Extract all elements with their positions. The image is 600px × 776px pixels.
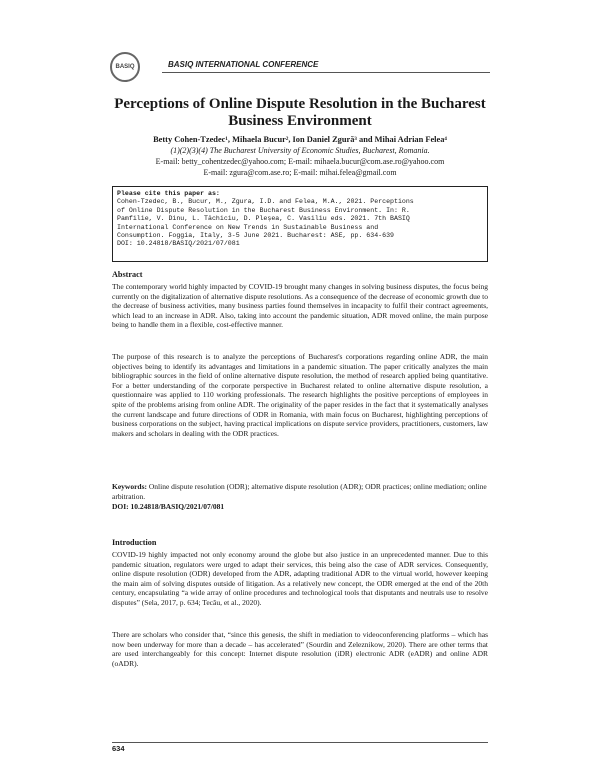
introduction-paragraph-2: There are scholars who consider that, “since this genesis, the shift in mediation to videoconferencing platforms – which has now been underway for more than a decade – has accelerated” (Sourdin and Zeleznikow, 2020). There are other terms that are used interchangeably for this concept: Internet dispute resolution (iDR) electronic ADR (eADR) and online ADR (oADR).: [112, 630, 488, 668]
citation-line: International Conference on New Trends in Sustainable Business and: [117, 223, 379, 231]
abstract-heading: Abstract: [112, 270, 143, 279]
page-header: [110, 52, 490, 76]
introduction-heading: Introduction: [112, 538, 157, 547]
title-line-2: Business Environment: [228, 113, 372, 129]
citation-line: Pamfilie, V. Dinu, L. Tăchiciu, D. Pleșea, C. Vasiliu eds. 2021. 7th BASIQ: [117, 215, 410, 223]
email-line-2: E-mail: zgura@com.ase.ro; E-mail: mihai.felea@gmail.com: [203, 168, 397, 177]
citation-box: [112, 186, 488, 262]
conference-name: BASIQ INTERNATIONAL CONFERENCE: [168, 60, 319, 69]
basiq-logo: BASIQ: [110, 52, 140, 82]
abstract-paragraph-1: The contemporary world highly impacted by COVID-19 brought many changes in solving business disputes, the focus being currently on the digitalization of alternative dispute resolutions. As a consequence of the decrease of economic growth due to the decrease of business activities, many business parties found themselves in incapacity to fulfil their contract agreements, which lead to an increase in ADR. Also, taking into account the pandemic situation, ADR moved online, the main purpose being to handle them in a flexible, cost-effective manner.: [112, 282, 488, 330]
footer-divider: [112, 742, 488, 743]
citation-line: Cohen-Tzedec, B., Bucur, M., Zgura, I.D. and Felea, M.A., 2021. Perceptions: [117, 198, 414, 206]
abstract-paragraph-2: The purpose of this research is to analyze the perceptions of Bucharest's corporations regarding online ADR, the main objectives being to identify its advantages and limitations in a pandemic situation. The paper critically analyzes the main bibliographic sources in the field of online alternative dispute resolution, the method of research applied being quantitative. For a better understanding of the corporate perspective in Bucharest related to online alternative dispute resolution, a questionnaire was applied to 110 working professionals. The research highlights the positive perceptions of employees in spite of the problems arising from online ADR. The originality of the paper resides in the fact that it systematically analyses the current landscape and future directions of ODR in Romania, with main focus on Bucharest, highlighting perceptions of business corporations on the subject, having practical implications on dispute service providers, practitioners, customers, law makers and scholars in dealing with the ODR practices.: [112, 352, 488, 438]
paper-title: [110, 96, 490, 130]
doi: DOI: 10.24818/BASIQ/2021/07/081: [112, 502, 225, 511]
citation-line: of Online Dispute Resolution in the Bucharest Business Environment. In: R.: [117, 206, 410, 214]
page-number: 634: [112, 744, 125, 753]
citation-line: Consumption. Foggia, Italy, 3-5 June 2021. Bucharest: ASE, pp. 634-639: [117, 232, 394, 240]
introduction-paragraph-1: COVID-19 highly impacted not only economy around the globe but also justice in an unprecedented manner. Due to this pandemic situation, regulators were urged to adapt their services, this being also the case of ADR services. Consequently, online dispute resolution (ODR) developed from the ADR, adapting traditional ADR to the virtual world, however keeping the main aim of solving disputes outside of litigation. As a relatively new concept, the ODR emerged at the end of the 20th century, encapsulating “a wide array of online procedures and technological tools that disputants and neutrals use to resolve disputes” (Sela, 2017, p. 634; Tecău, et al., 2020).: [112, 550, 488, 607]
email-line-1: E-mail: betty_cohentzedec@yahoo.com; E-mail: mihaela.bucur@com.ase.ro@yahoo.com: [155, 157, 445, 166]
citation-doi: DOI: 10.24818/BASIQ/2021/07/081: [117, 240, 240, 248]
keywords-text: Online dispute resolution (ODR); alternative dispute resolution (ADR); ODR practices; online mediation; online arbitration.: [112, 482, 487, 501]
header-divider: [162, 72, 490, 73]
title-line-1: Perceptions of Online Dispute Resolution in the Bucharest: [114, 96, 486, 112]
affiliation: (1)(2)(3)(4) The Bucharest University of Economic Studies, Bucharest, Romania.: [170, 146, 430, 155]
keywords-label: Keywords:: [112, 482, 147, 491]
keywords: [112, 482, 488, 501]
author-list: Betty Cohen-Tzedec¹, Mihaela Bucur², Ion Daniel Zgură³ and Mihai Adrian Felea⁴: [153, 135, 447, 144]
citation-heading: Please cite this paper as:: [117, 190, 220, 197]
